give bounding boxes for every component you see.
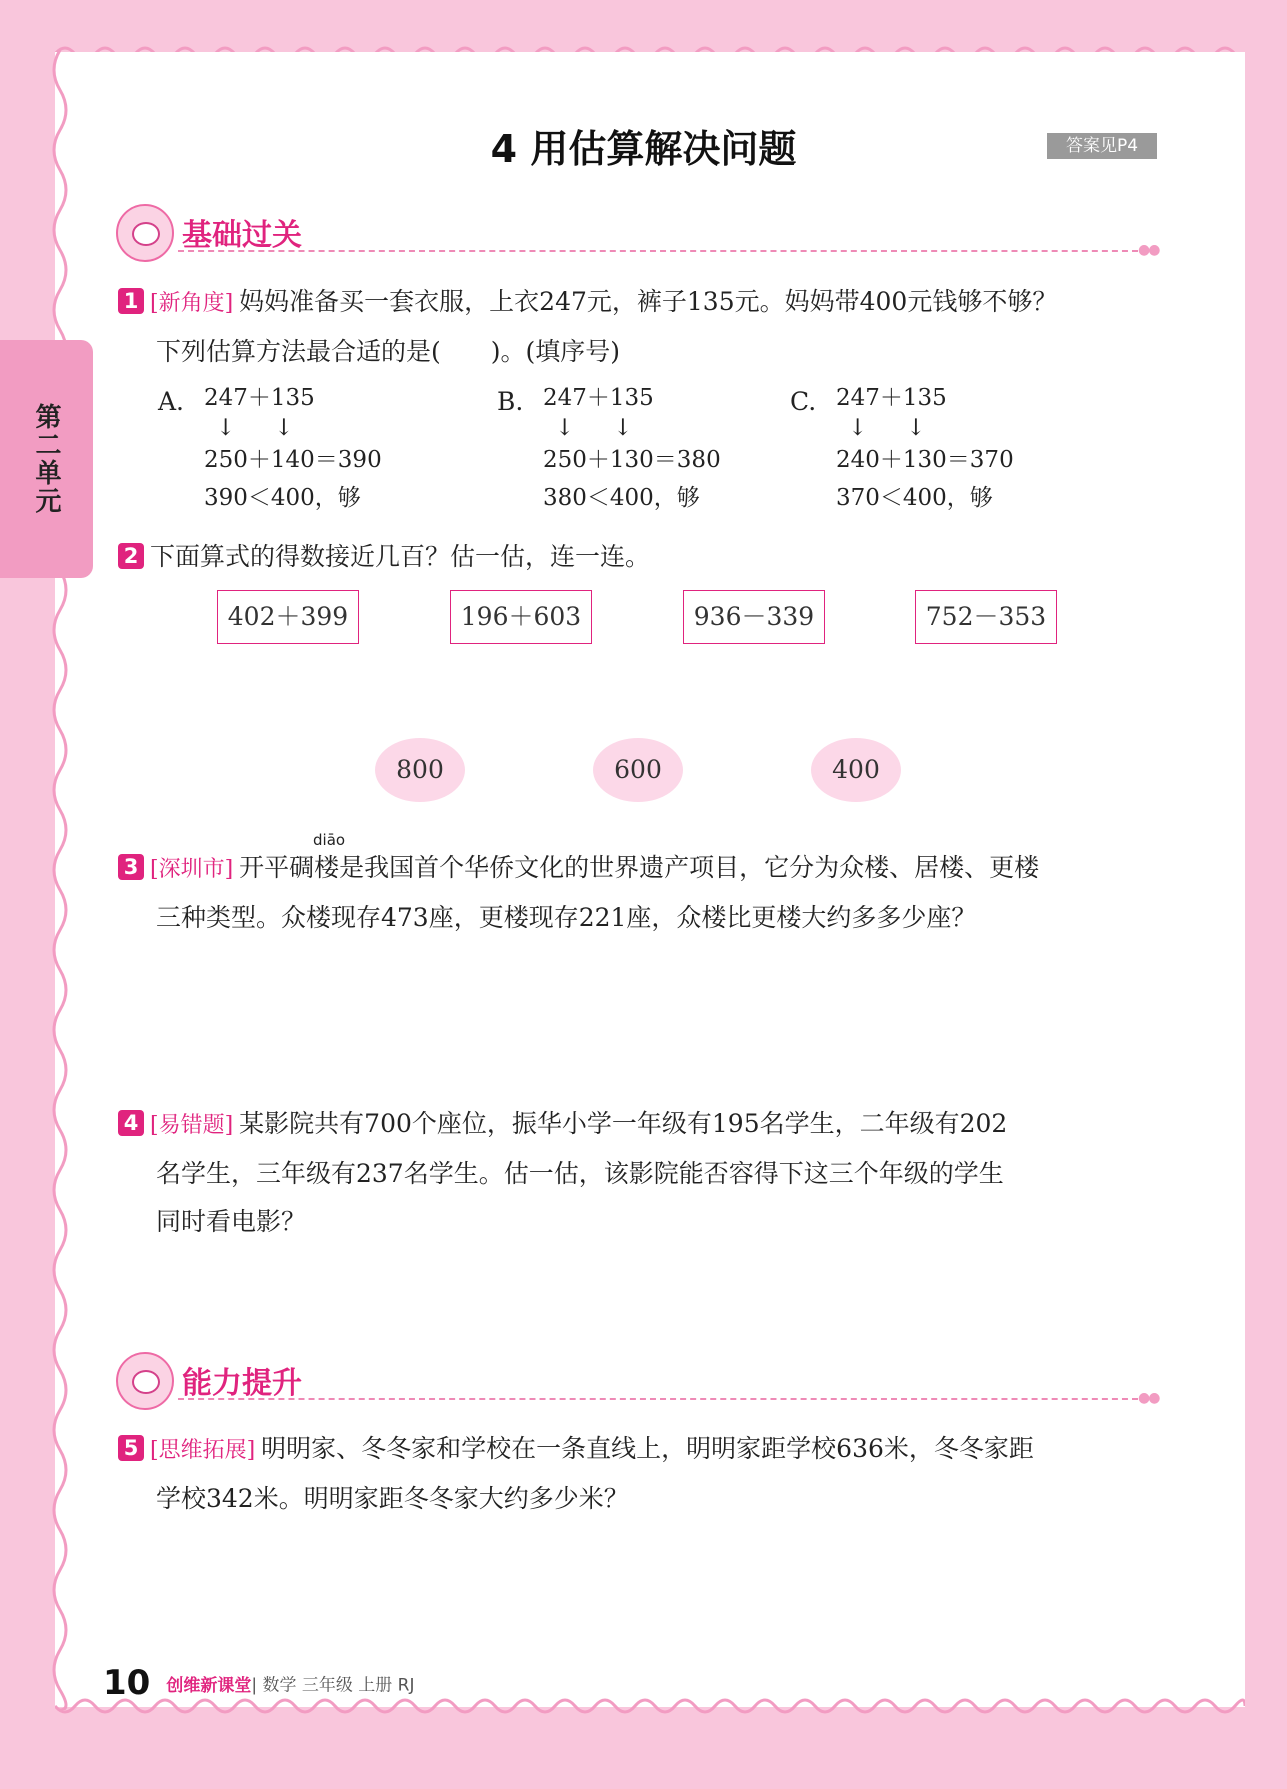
page-number: 10 <box>103 1663 151 1703</box>
expression-box[interactable]: 752－353 <box>915 590 1057 644</box>
unit-side-tab <box>0 340 93 578</box>
question-tag: [思维拓展] <box>150 1438 256 1463</box>
value-oval[interactable]: 400 <box>811 738 901 802</box>
option-calculation: 240＋130＝370 <box>836 447 1014 473</box>
dashed-rule <box>178 250 1138 252</box>
answer-reference-badge: 答案见P4 <box>1047 133 1157 159</box>
question-tag: [新角度] <box>150 291 234 316</box>
question-number: 1 <box>118 288 144 314</box>
mascot-icon <box>116 204 174 262</box>
question-text: 某影院共有700个座位，振华小学一年级有195名学生，二年级有202 <box>239 1109 1008 1138</box>
question-4 <box>118 1100 1163 1246</box>
question-tag: [易错题] <box>150 1113 234 1138</box>
question-text-line3: 同时看电影？ <box>156 1207 307 1236</box>
question-number: 4 <box>118 1110 144 1136</box>
question-1 <box>118 278 1163 376</box>
arrows-icon: ↓ ↓ <box>216 415 302 441</box>
expression-box[interactable]: 402＋399 <box>217 590 359 644</box>
question-2 <box>118 533 1163 581</box>
dots-icon: ●● <box>1138 1390 1159 1406</box>
option-comparison: 380＜400，够 <box>543 485 700 511</box>
option-letter: C. <box>790 387 817 416</box>
question-number: 3 <box>118 854 144 880</box>
option-expression: 247＋135 <box>543 385 654 411</box>
value-oval[interactable]: 800 <box>375 738 465 802</box>
page-footer <box>103 1663 415 1703</box>
section-label: 基础过关 <box>182 218 302 253</box>
option-expression: 247＋135 <box>836 385 947 411</box>
option-letter: B. <box>497 387 524 416</box>
option-expression: 247＋135 <box>204 385 315 411</box>
expression-box[interactable]: 196＋603 <box>450 590 592 644</box>
section-header-advanced <box>116 1352 1161 1410</box>
unit-label: 第二单元 <box>31 403 61 515</box>
mascot-icon <box>116 1352 174 1410</box>
question-text-line2: 名学生，三年级有237名学生。估一估，该影院能否容得下这三个年级的学生 <box>156 1159 1004 1188</box>
question-tag: [深圳市] <box>150 857 234 882</box>
section-label: 能力提升 <box>182 1366 302 1401</box>
dots-icon: ●● <box>1138 242 1159 258</box>
value-oval[interactable]: 600 <box>593 738 683 802</box>
dashed-rule <box>178 1398 1138 1400</box>
pinyin-annotation: diāo <box>313 831 346 849</box>
section-header-basic <box>116 204 1161 262</box>
arrows-icon: ↓ ↓ <box>555 415 641 441</box>
option-comparison: 390＜400，够 <box>204 485 361 511</box>
question-text-line2: 三种类型。众楼现存473座，更楼现存221座，众楼比更楼大约多多少座？ <box>156 903 977 932</box>
question-number: 2 <box>118 543 144 569</box>
question-text-line2: 下列估算方法最合适的是( )。(填序号) <box>156 337 621 366</box>
arrows-icon: ↓ ↓ <box>848 415 934 441</box>
option-comparison: 370＜400，够 <box>836 485 993 511</box>
option-calculation: 250＋130＝380 <box>543 447 721 473</box>
option-letter: A. <box>158 387 185 416</box>
question-3 <box>118 844 1163 942</box>
question-number: 5 <box>118 1435 144 1461</box>
brand-name: 创维新课堂 <box>166 1675 252 1696</box>
book-info: | 数学 三年级 上册 RJ <box>251 1675 415 1696</box>
question-text: 开平碉楼是我国首个华侨文化的世界遗产项目，它分为众楼、居楼、更楼 <box>239 853 1040 882</box>
question-text: 妈妈准备买一套衣服，上衣247元，裤子135元。妈妈带400元钱够不够？ <box>239 287 1058 316</box>
question-text: 下面算式的得数接近几百？估一估，连一连。 <box>150 542 651 571</box>
page-title: 4 用估算解决问题 <box>490 127 797 171</box>
question-5 <box>118 1425 1163 1523</box>
option-calculation: 250＋140＝390 <box>204 447 382 473</box>
expression-box[interactable]: 936－339 <box>683 590 825 644</box>
question-text-line2: 学校342米。明明家距冬冬家大约多少米？ <box>156 1484 629 1513</box>
question-text: 明明家、冬冬家和学校在一条直线上，明明家距学校636米，冬冬家距 <box>261 1434 1034 1463</box>
left-wave-border <box>42 50 70 1710</box>
